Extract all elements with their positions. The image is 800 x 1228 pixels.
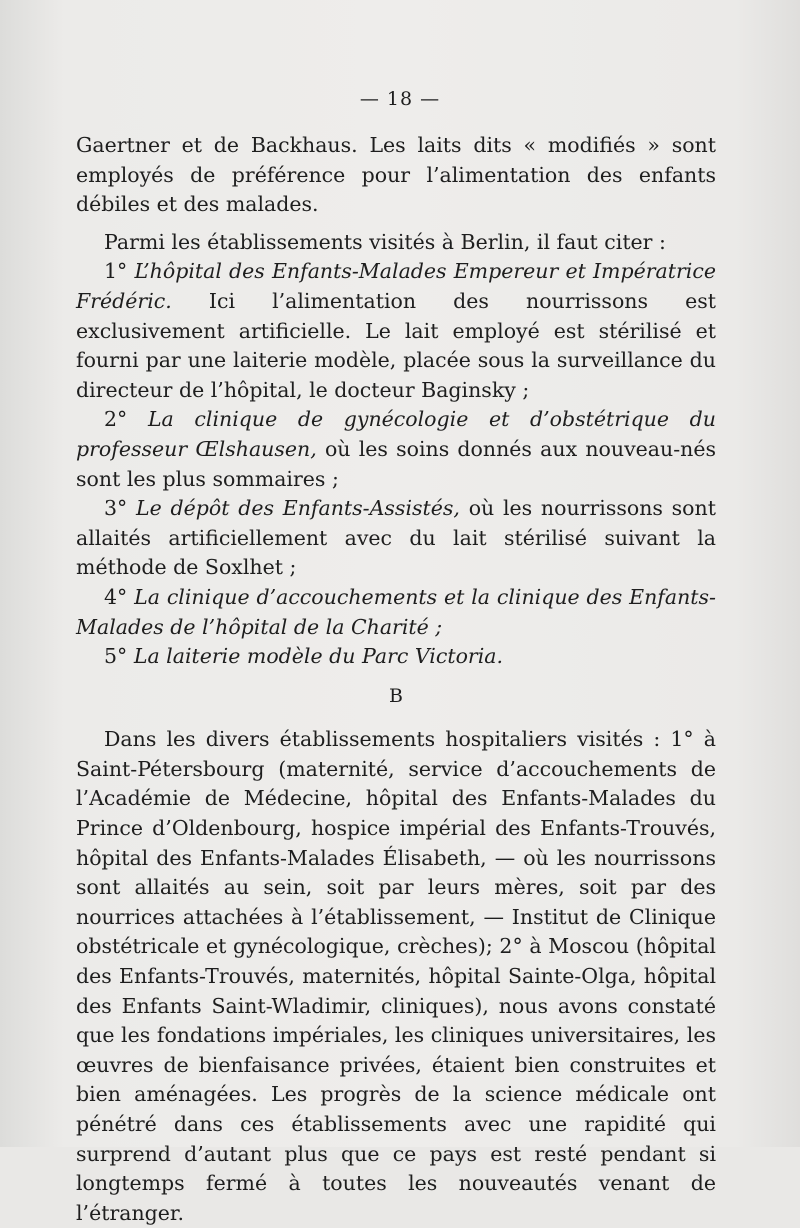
list-item-2-text: où les soins donnés aux nouveau-nés sont les plus sommaires ; — [76, 436, 716, 491]
list-item-4 — [76, 583, 716, 642]
list-item-3-title: Le dépôt des Enfants-Assistés, — [136, 496, 460, 521]
list-item-3-text: où les nourrissons sont allaités artificiellement avec du lait stérilisé suivant la méthode de Soxlhet ; — [76, 496, 716, 580]
list-item-5-number: 5° — [104, 644, 128, 669]
list-item-1-title: L’hôpital des Enfants-Malades Empereur et Impératrice Frédéric. — [76, 259, 716, 313]
list-item-1 — [76, 257, 716, 405]
list-item-4-title: La clinique d’accouchements et la clinique des Enfants-Malades de l’hôpital de la Charité ; — [76, 584, 716, 639]
list-item-5-title: La laiterie modèle du Parc Victoria. — [133, 644, 504, 669]
list-item-1-text: Ici l’alimentation des nourrissons est exclusivement artificielle. Le lait employé est stérilisé et fourni par une laiterie modèle, placée sous la surveillance du directeur de l’hôpital, le docteur Baginsky ; — [76, 288, 716, 402]
paragraph-1: Gaertner et de Backhaus. Les laits dits « modifiés » sont employés de préférence pour l’alimentation des enfants débiles et des malades. — [76, 133, 716, 217]
list-item-4-number: 4° — [104, 584, 128, 609]
body-text — [76, 131, 716, 1228]
list-item-5 — [76, 642, 716, 672]
section-heading: B — [389, 684, 403, 707]
list-item-2-number: 2° — [104, 407, 128, 432]
list-item-3-number: 3° — [104, 496, 128, 521]
list-item-2-title: La clinique de gynécologie et d’obstétrique du professeur Œlshausen, — [76, 407, 716, 461]
list-item-3 — [76, 494, 716, 583]
page-number: — 18 — — [359, 88, 441, 110]
list-item-2 — [76, 405, 716, 494]
paragraph-2: Parmi les établissements visités à Berlin, il faut citer : — [104, 229, 666, 254]
list-item-1-number: 1° — [104, 259, 128, 284]
paragraph-3: Dans les divers établissements hospitaliers visités : 1° à Saint-Pétersbourg (maternité, service d’accouchements de l’Académie de Médecine, hôpital des Enfants-Malades du Prince d’Oldenbourg, hospice impérial des Enfants-Trouvés, hôpital des Enfants-Malades Élisabeth, — où les nourrissons sont allaités au sein, soit par leurs mères, soit par des nourrices attachées à l’établissement, — Institut de Clinique obstétricale et gynécologique, crèches); 2° à Moscou (hôpital des Enfants-Trouvés, maternités, hôpital Sainte-Olga, hôpital des Enfants Saint-Wladimir, cliniques), nous avons constaté que les fondations impériales, les cliniques universitaires, les œuvres de bienfaisance privées, étaient bien construites et bien aménagées. Les progrès de la science médicale ont pénétré dans ces établissements avec une rapidité qui surprend d’autant plus que ce pays est resté pendant si longtemps fermé à toutes les nouveautés venant de l’étranger. — [76, 727, 716, 1225]
